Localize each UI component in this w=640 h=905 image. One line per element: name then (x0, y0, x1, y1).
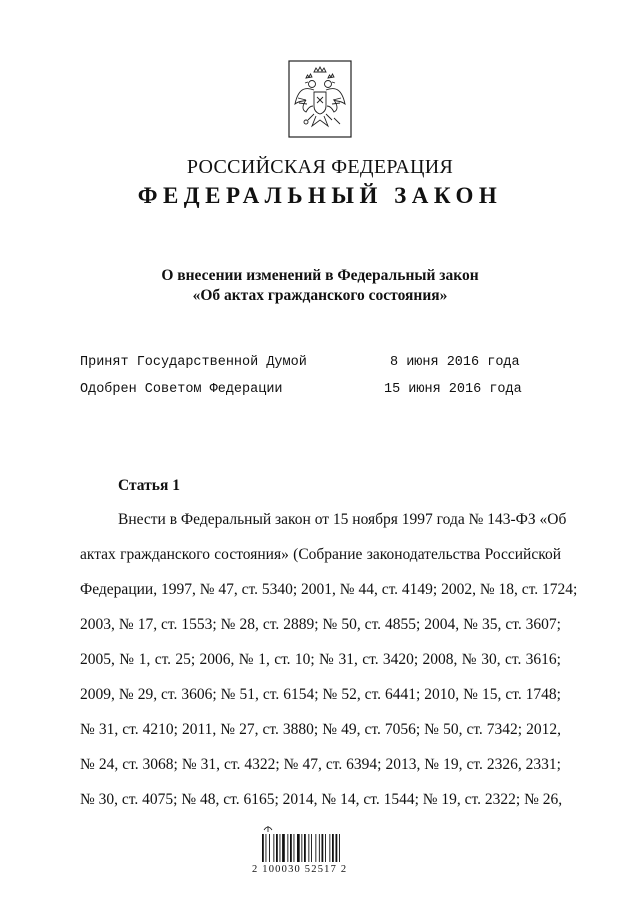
coat-of-arms-icon (288, 60, 352, 138)
article-text-line: № 31, ст. 4210; 2011, № 27, ст. 3880; № 49, ст. 7056; № 50, ст. 7342; 2012, (80, 721, 561, 738)
article-heading: Статья 1 (118, 477, 180, 494)
adopted-by-duma-label: Принят Государственной Думой (80, 355, 307, 370)
article-text-line: актах гражданского состояния» (Собрание законодательства Российской (80, 546, 561, 563)
country-name: РОССИЙСКАЯ ФЕДЕРАЦИЯ (186, 156, 454, 178)
article-text-line: 2005, № 1, ст. 25; 2006, № 1, ст. 10; № 31, ст. 3420; 2008, № 30, ст. 3616; (80, 651, 561, 668)
law-title-line-2: «Об актах гражданского состояния» (192, 287, 448, 304)
article-text-line: № 24, ст. 3068; № 31, ст. 4322; № 47, ст. 6394; 2013, № 19, ст. 2326, 2331; (80, 756, 561, 773)
barcode (258, 822, 358, 864)
document-type: ФЕДЕРАЛЬНЫЙ ЗАКОН (137, 183, 503, 208)
approved-by-council-label: Одобрен Советом Федерации (80, 382, 283, 397)
article-text-line: 2009, № 29, ст. 3606; № 51, ст. 6154; № 52, ст. 6441; 2010, № 15, ст. 1748; (80, 686, 561, 703)
barcode-number: 2 100030 52517 2 (252, 864, 348, 875)
law-title-line-1: О внесении изменений в Федеральный закон (161, 267, 479, 284)
article-text-line: Федерации, 1997, № 47, ст. 5340; 2001, № 44, ст. 4149; 2002, № 18, ст. 1724; (80, 581, 578, 598)
adopted-by-duma-date: 8 июня 2016 года (390, 355, 520, 370)
article-text-line: 2003, № 17, ст. 1553; № 28, ст. 2889; № 50, ст. 4855; 2004, № 35, ст. 3607; (80, 616, 561, 633)
article-text-line: № 30, ст. 4075; № 48, ст. 6165; 2014, № 14, ст. 1544; № 19, ст. 2322; № 26, (80, 791, 563, 808)
article-text-line: Внести в Федеральный закон от 15 ноября 1997 года № 143-ФЗ «Об (118, 511, 567, 528)
approved-by-council-date: 15 июня 2016 года (384, 382, 522, 397)
